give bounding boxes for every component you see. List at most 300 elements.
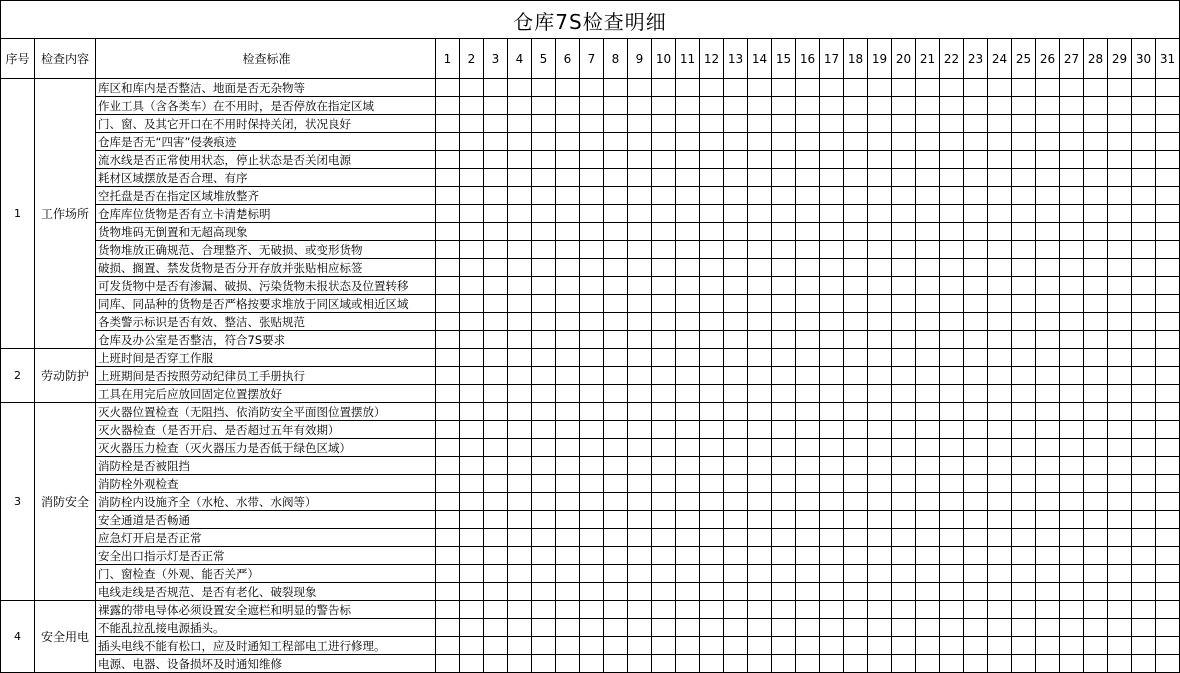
day-check-cell[interactable] (580, 439, 604, 457)
day-check-cell[interactable] (796, 619, 820, 637)
day-check-cell[interactable] (532, 475, 556, 493)
day-check-cell[interactable] (820, 241, 844, 259)
day-check-cell[interactable] (1036, 367, 1060, 385)
day-check-cell[interactable] (1012, 331, 1036, 349)
day-check-cell[interactable] (700, 79, 724, 97)
day-check-cell[interactable] (1012, 259, 1036, 277)
day-check-cell[interactable] (964, 115, 988, 133)
day-check-cell[interactable] (820, 313, 844, 331)
day-check-cell[interactable] (628, 421, 652, 439)
day-check-cell[interactable] (868, 313, 892, 331)
day-check-cell[interactable] (892, 205, 916, 223)
day-check-cell[interactable] (508, 169, 532, 187)
day-check-cell[interactable] (580, 241, 604, 259)
day-check-cell[interactable] (1108, 583, 1132, 601)
day-check-cell[interactable] (964, 637, 988, 655)
day-check-cell[interactable] (460, 349, 484, 367)
day-check-cell[interactable] (1060, 133, 1084, 151)
day-check-cell[interactable] (1084, 349, 1108, 367)
day-check-cell[interactable] (652, 367, 676, 385)
day-check-cell[interactable] (700, 97, 724, 115)
day-check-cell[interactable] (676, 421, 700, 439)
day-check-cell[interactable] (1084, 241, 1108, 259)
day-check-cell[interactable] (556, 331, 580, 349)
day-check-cell[interactable] (628, 115, 652, 133)
day-check-cell[interactable] (652, 259, 676, 277)
day-check-cell[interactable] (844, 241, 868, 259)
day-check-cell[interactable] (868, 583, 892, 601)
day-check-cell[interactable] (748, 205, 772, 223)
day-check-cell[interactable] (652, 331, 676, 349)
day-check-cell[interactable] (844, 493, 868, 511)
day-check-cell[interactable] (652, 583, 676, 601)
day-check-cell[interactable] (556, 547, 580, 565)
day-check-cell[interactable] (844, 313, 868, 331)
day-check-cell[interactable] (892, 349, 916, 367)
day-check-cell[interactable] (580, 637, 604, 655)
day-check-cell[interactable] (1156, 421, 1180, 439)
day-check-cell[interactable] (820, 601, 844, 619)
day-check-cell[interactable] (1084, 565, 1108, 583)
day-check-cell[interactable] (484, 313, 508, 331)
day-check-cell[interactable] (484, 565, 508, 583)
day-check-cell[interactable] (1060, 493, 1084, 511)
day-check-cell[interactable] (556, 187, 580, 205)
day-check-cell[interactable] (772, 97, 796, 115)
day-check-cell[interactable] (580, 133, 604, 151)
day-check-cell[interactable] (1012, 565, 1036, 583)
day-check-cell[interactable] (1060, 583, 1084, 601)
day-check-cell[interactable] (988, 619, 1012, 637)
day-check-cell[interactable] (436, 619, 460, 637)
day-check-cell[interactable] (964, 169, 988, 187)
day-check-cell[interactable] (508, 547, 532, 565)
day-check-cell[interactable] (940, 259, 964, 277)
day-check-cell[interactable] (796, 493, 820, 511)
day-check-cell[interactable] (700, 439, 724, 457)
day-check-cell[interactable] (1036, 331, 1060, 349)
day-check-cell[interactable] (1084, 313, 1108, 331)
day-check-cell[interactable] (580, 493, 604, 511)
day-check-cell[interactable] (964, 205, 988, 223)
day-check-cell[interactable] (1036, 493, 1060, 511)
day-check-cell[interactable] (1060, 223, 1084, 241)
day-check-cell[interactable] (964, 421, 988, 439)
day-check-cell[interactable] (1156, 385, 1180, 403)
day-check-cell[interactable] (988, 601, 1012, 619)
day-check-cell[interactable] (916, 421, 940, 439)
day-check-cell[interactable] (700, 565, 724, 583)
day-check-cell[interactable] (460, 493, 484, 511)
day-check-cell[interactable] (484, 403, 508, 421)
day-check-cell[interactable] (1060, 187, 1084, 205)
day-check-cell[interactable] (820, 403, 844, 421)
day-check-cell[interactable] (820, 169, 844, 187)
day-check-cell[interactable] (508, 205, 532, 223)
day-check-cell[interactable] (988, 277, 1012, 295)
day-check-cell[interactable] (1108, 511, 1132, 529)
day-check-cell[interactable] (460, 385, 484, 403)
day-check-cell[interactable] (1156, 601, 1180, 619)
day-check-cell[interactable] (628, 313, 652, 331)
day-check-cell[interactable] (868, 367, 892, 385)
day-check-cell[interactable] (580, 295, 604, 313)
day-check-cell[interactable] (988, 493, 1012, 511)
day-check-cell[interactable] (940, 493, 964, 511)
day-check-cell[interactable] (676, 169, 700, 187)
day-check-cell[interactable] (820, 295, 844, 313)
day-check-cell[interactable] (1012, 529, 1036, 547)
day-check-cell[interactable] (436, 223, 460, 241)
day-check-cell[interactable] (700, 205, 724, 223)
day-check-cell[interactable] (436, 475, 460, 493)
day-check-cell[interactable] (532, 547, 556, 565)
day-check-cell[interactable] (556, 241, 580, 259)
day-check-cell[interactable] (820, 133, 844, 151)
day-check-cell[interactable] (436, 79, 460, 97)
day-check-cell[interactable] (484, 151, 508, 169)
day-check-cell[interactable] (556, 439, 580, 457)
day-check-cell[interactable] (460, 637, 484, 655)
day-check-cell[interactable] (940, 169, 964, 187)
day-check-cell[interactable] (1132, 565, 1156, 583)
day-check-cell[interactable] (988, 223, 1012, 241)
day-check-cell[interactable] (676, 205, 700, 223)
day-check-cell[interactable] (556, 277, 580, 295)
day-check-cell[interactable] (940, 187, 964, 205)
day-check-cell[interactable] (1060, 79, 1084, 97)
day-check-cell[interactable] (484, 331, 508, 349)
day-check-cell[interactable] (916, 511, 940, 529)
day-check-cell[interactable] (916, 79, 940, 97)
day-check-cell[interactable] (700, 133, 724, 151)
day-check-cell[interactable] (676, 241, 700, 259)
day-check-cell[interactable] (676, 403, 700, 421)
day-check-cell[interactable] (1156, 619, 1180, 637)
day-check-cell[interactable] (556, 511, 580, 529)
day-check-cell[interactable] (1084, 529, 1108, 547)
day-check-cell[interactable] (940, 223, 964, 241)
day-check-cell[interactable] (1156, 475, 1180, 493)
day-check-cell[interactable] (1084, 331, 1108, 349)
day-check-cell[interactable] (772, 439, 796, 457)
day-check-cell[interactable] (1036, 97, 1060, 115)
day-check-cell[interactable] (676, 133, 700, 151)
day-check-cell[interactable] (1156, 295, 1180, 313)
day-check-cell[interactable] (460, 529, 484, 547)
day-check-cell[interactable] (772, 205, 796, 223)
day-check-cell[interactable] (748, 547, 772, 565)
day-check-cell[interactable] (1060, 457, 1084, 475)
day-check-cell[interactable] (604, 187, 628, 205)
day-check-cell[interactable] (1060, 511, 1084, 529)
day-check-cell[interactable] (940, 475, 964, 493)
day-check-cell[interactable] (676, 115, 700, 133)
day-check-cell[interactable] (1108, 547, 1132, 565)
day-check-cell[interactable] (724, 475, 748, 493)
day-check-cell[interactable] (676, 385, 700, 403)
day-check-cell[interactable] (700, 223, 724, 241)
day-check-cell[interactable] (1036, 349, 1060, 367)
day-check-cell[interactable] (916, 565, 940, 583)
day-check-cell[interactable] (1156, 511, 1180, 529)
day-check-cell[interactable] (1132, 115, 1156, 133)
day-check-cell[interactable] (916, 115, 940, 133)
day-check-cell[interactable] (1156, 97, 1180, 115)
day-check-cell[interactable] (676, 529, 700, 547)
day-check-cell[interactable] (844, 637, 868, 655)
day-check-cell[interactable] (988, 115, 1012, 133)
day-check-cell[interactable] (460, 367, 484, 385)
day-check-cell[interactable] (724, 403, 748, 421)
day-check-cell[interactable] (604, 457, 628, 475)
day-check-cell[interactable] (820, 205, 844, 223)
day-check-cell[interactable] (916, 475, 940, 493)
day-check-cell[interactable] (580, 457, 604, 475)
day-check-cell[interactable] (796, 583, 820, 601)
day-check-cell[interactable] (964, 475, 988, 493)
day-check-cell[interactable] (604, 151, 628, 169)
day-check-cell[interactable] (580, 169, 604, 187)
day-check-cell[interactable] (820, 349, 844, 367)
day-check-cell[interactable] (556, 115, 580, 133)
day-check-cell[interactable] (1036, 565, 1060, 583)
day-check-cell[interactable] (628, 583, 652, 601)
day-check-cell[interactable] (580, 475, 604, 493)
day-check-cell[interactable] (604, 259, 628, 277)
day-check-cell[interactable] (604, 529, 628, 547)
day-check-cell[interactable] (436, 133, 460, 151)
day-check-cell[interactable] (1012, 277, 1036, 295)
day-check-cell[interactable] (484, 439, 508, 457)
day-check-cell[interactable] (508, 421, 532, 439)
day-check-cell[interactable] (868, 97, 892, 115)
day-check-cell[interactable] (796, 313, 820, 331)
day-check-cell[interactable] (796, 529, 820, 547)
day-check-cell[interactable] (508, 637, 532, 655)
day-check-cell[interactable] (868, 619, 892, 637)
day-check-cell[interactable] (820, 331, 844, 349)
day-check-cell[interactable] (964, 313, 988, 331)
day-check-cell[interactable] (676, 457, 700, 475)
day-check-cell[interactable] (508, 259, 532, 277)
day-check-cell[interactable] (700, 349, 724, 367)
day-check-cell[interactable] (844, 583, 868, 601)
day-check-cell[interactable] (964, 133, 988, 151)
day-check-cell[interactable] (772, 223, 796, 241)
day-check-cell[interactable] (748, 295, 772, 313)
day-check-cell[interactable] (772, 331, 796, 349)
day-check-cell[interactable] (508, 367, 532, 385)
day-check-cell[interactable] (988, 565, 1012, 583)
day-check-cell[interactable] (604, 295, 628, 313)
day-check-cell[interactable] (892, 151, 916, 169)
day-check-cell[interactable] (940, 565, 964, 583)
day-check-cell[interactable] (532, 331, 556, 349)
day-check-cell[interactable] (1084, 187, 1108, 205)
day-check-cell[interactable] (988, 385, 1012, 403)
day-check-cell[interactable] (436, 241, 460, 259)
day-check-cell[interactable] (892, 637, 916, 655)
day-check-cell[interactable] (892, 403, 916, 421)
day-check-cell[interactable] (748, 331, 772, 349)
day-check-cell[interactable] (580, 259, 604, 277)
day-check-cell[interactable] (484, 421, 508, 439)
day-check-cell[interactable] (436, 349, 460, 367)
day-check-cell[interactable] (1132, 439, 1156, 457)
day-check-cell[interactable] (796, 187, 820, 205)
day-check-cell[interactable] (460, 115, 484, 133)
day-check-cell[interactable] (508, 115, 532, 133)
day-check-cell[interactable] (604, 385, 628, 403)
day-check-cell[interactable] (820, 529, 844, 547)
day-check-cell[interactable] (772, 511, 796, 529)
day-check-cell[interactable] (940, 583, 964, 601)
day-check-cell[interactable] (508, 475, 532, 493)
day-check-cell[interactable] (604, 97, 628, 115)
day-check-cell[interactable] (844, 223, 868, 241)
day-check-cell[interactable] (748, 259, 772, 277)
day-check-cell[interactable] (580, 403, 604, 421)
day-check-cell[interactable] (748, 403, 772, 421)
day-check-cell[interactable] (1108, 115, 1132, 133)
day-check-cell[interactable] (844, 367, 868, 385)
day-check-cell[interactable] (988, 583, 1012, 601)
day-check-cell[interactable] (964, 529, 988, 547)
day-check-cell[interactable] (460, 79, 484, 97)
day-check-cell[interactable] (868, 493, 892, 511)
day-check-cell[interactable] (724, 511, 748, 529)
day-check-cell[interactable] (820, 511, 844, 529)
day-check-cell[interactable] (628, 223, 652, 241)
day-check-cell[interactable] (1108, 529, 1132, 547)
day-check-cell[interactable] (436, 529, 460, 547)
day-check-cell[interactable] (988, 151, 1012, 169)
day-check-cell[interactable] (796, 133, 820, 151)
day-check-cell[interactable] (508, 313, 532, 331)
day-check-cell[interactable] (868, 439, 892, 457)
day-check-cell[interactable] (1084, 439, 1108, 457)
day-check-cell[interactable] (844, 511, 868, 529)
day-check-cell[interactable] (436, 295, 460, 313)
day-check-cell[interactable] (772, 565, 796, 583)
day-check-cell[interactable] (604, 349, 628, 367)
day-check-cell[interactable] (892, 97, 916, 115)
day-check-cell[interactable] (532, 385, 556, 403)
day-check-cell[interactable] (1060, 205, 1084, 223)
day-check-cell[interactable] (1060, 529, 1084, 547)
day-check-cell[interactable] (1156, 241, 1180, 259)
day-check-cell[interactable] (484, 457, 508, 475)
day-check-cell[interactable] (892, 583, 916, 601)
day-check-cell[interactable] (604, 331, 628, 349)
day-check-cell[interactable] (580, 511, 604, 529)
day-check-cell[interactable] (556, 151, 580, 169)
day-check-cell[interactable] (700, 367, 724, 385)
day-check-cell[interactable] (1132, 637, 1156, 655)
day-check-cell[interactable] (676, 151, 700, 169)
day-check-cell[interactable] (844, 277, 868, 295)
day-check-cell[interactable] (580, 601, 604, 619)
day-check-cell[interactable] (796, 403, 820, 421)
day-check-cell[interactable] (1156, 151, 1180, 169)
day-check-cell[interactable] (436, 313, 460, 331)
day-check-cell[interactable] (700, 583, 724, 601)
day-check-cell[interactable] (1060, 367, 1084, 385)
day-check-cell[interactable] (700, 295, 724, 313)
day-check-cell[interactable] (604, 511, 628, 529)
day-check-cell[interactable] (436, 331, 460, 349)
day-check-cell[interactable] (772, 277, 796, 295)
day-check-cell[interactable] (556, 367, 580, 385)
day-check-cell[interactable] (940, 457, 964, 475)
day-check-cell[interactable] (436, 439, 460, 457)
day-check-cell[interactable] (1036, 241, 1060, 259)
day-check-cell[interactable] (796, 547, 820, 565)
day-check-cell[interactable] (772, 295, 796, 313)
day-check-cell[interactable] (604, 547, 628, 565)
day-check-cell[interactable] (988, 349, 1012, 367)
day-check-cell[interactable] (652, 529, 676, 547)
day-check-cell[interactable] (532, 277, 556, 295)
day-check-cell[interactable] (652, 565, 676, 583)
day-check-cell[interactable] (652, 619, 676, 637)
day-check-cell[interactable] (628, 475, 652, 493)
day-check-cell[interactable] (652, 295, 676, 313)
day-check-cell[interactable] (460, 187, 484, 205)
day-check-cell[interactable] (1132, 313, 1156, 331)
day-check-cell[interactable] (868, 295, 892, 313)
day-check-cell[interactable] (1012, 151, 1036, 169)
day-check-cell[interactable] (868, 637, 892, 655)
day-check-cell[interactable] (1132, 475, 1156, 493)
day-check-cell[interactable] (1156, 223, 1180, 241)
day-check-cell[interactable] (676, 97, 700, 115)
day-check-cell[interactable] (604, 475, 628, 493)
day-check-cell[interactable] (1084, 79, 1108, 97)
day-check-cell[interactable] (604, 583, 628, 601)
day-check-cell[interactable] (940, 511, 964, 529)
day-check-cell[interactable] (988, 241, 1012, 259)
day-check-cell[interactable] (628, 637, 652, 655)
day-check-cell[interactable] (796, 367, 820, 385)
day-check-cell[interactable] (1084, 223, 1108, 241)
day-check-cell[interactable] (532, 187, 556, 205)
day-check-cell[interactable] (556, 637, 580, 655)
day-check-cell[interactable] (868, 169, 892, 187)
day-check-cell[interactable] (1036, 529, 1060, 547)
day-check-cell[interactable] (580, 151, 604, 169)
day-check-cell[interactable] (436, 403, 460, 421)
day-check-cell[interactable] (1036, 295, 1060, 313)
day-check-cell[interactable] (916, 169, 940, 187)
day-check-cell[interactable] (1132, 331, 1156, 349)
day-check-cell[interactable] (604, 133, 628, 151)
day-check-cell[interactable] (724, 223, 748, 241)
day-check-cell[interactable] (508, 277, 532, 295)
day-check-cell[interactable] (748, 349, 772, 367)
day-check-cell[interactable] (484, 619, 508, 637)
day-check-cell[interactable] (748, 619, 772, 637)
day-check-cell[interactable] (1036, 169, 1060, 187)
day-check-cell[interactable] (868, 601, 892, 619)
day-check-cell[interactable] (964, 367, 988, 385)
day-check-cell[interactable] (868, 421, 892, 439)
day-check-cell[interactable] (820, 367, 844, 385)
day-check-cell[interactable] (556, 313, 580, 331)
day-check-cell[interactable] (844, 295, 868, 313)
day-check-cell[interactable] (1084, 583, 1108, 601)
